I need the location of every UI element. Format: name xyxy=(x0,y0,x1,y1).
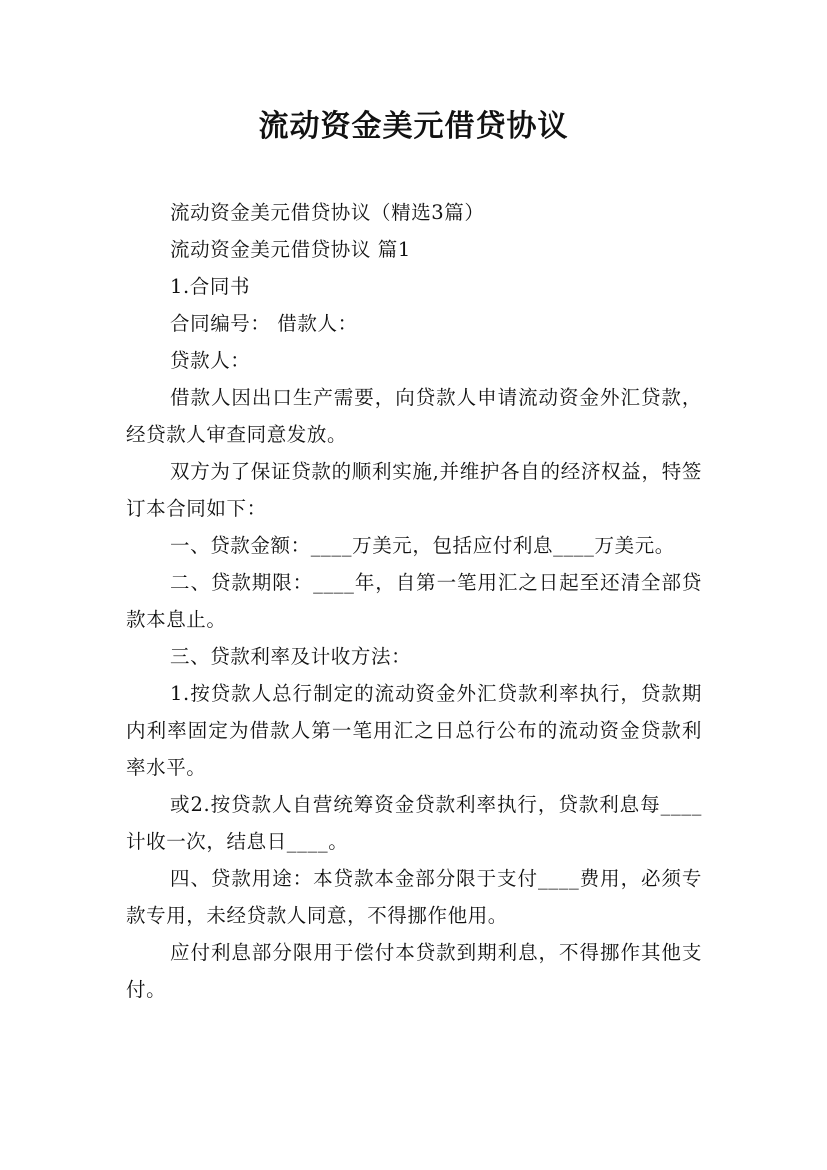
paragraph: 借款人因出口生产需要，向贷款人申请流动资金外汇贷款，经贷款人审查同意发放。 xyxy=(126,386,702,446)
paragraph: 一、贷款金额：____万美元，包括应付利息____万美元。 xyxy=(170,534,675,557)
paragraph: 流动资金美元借贷协议（精选3篇） xyxy=(170,201,485,224)
paragraph: 贷款人： xyxy=(170,349,251,372)
paragraph: 合同编号： 借款人： xyxy=(170,312,358,335)
paragraph: 四、贷款用途：本贷款本金部分限于支付____费用，必须专款专用，未经贷款人同意，不得挪作他用。 xyxy=(126,867,702,927)
paragraph: 二、贷款期限：____年，自第一笔用汇之日起至还清全部贷款本息止。 xyxy=(126,571,702,631)
document-title: 流动资金美元借贷协议 xyxy=(258,109,569,144)
document-body xyxy=(126,194,702,1008)
paragraph: 1.按贷款人总行制定的流动资金外汇贷款利率执行，贷款期内利率固定为借款人第一笔用汇之日总行公布的流动资金贷款利率水平。 xyxy=(126,682,702,779)
paragraph: 应付利息部分限用于偿付本贷款到期利息，不得挪作其他支付。 xyxy=(126,941,702,1001)
paragraph: 三、贷款利率及计收方法： xyxy=(170,645,412,668)
paragraph: 流动资金美元借贷协议 篇1 xyxy=(170,238,411,261)
paragraph: 或2.按贷款人自营统筹资金贷款利率执行，贷款利息每____计收一次，结息日____。 xyxy=(126,793,702,853)
paragraph: 1.合同书 xyxy=(170,275,251,298)
paragraph: 双方为了保证贷款的顺利实施,并维护各自的经济权益，特签订本合同如下： xyxy=(126,460,702,520)
